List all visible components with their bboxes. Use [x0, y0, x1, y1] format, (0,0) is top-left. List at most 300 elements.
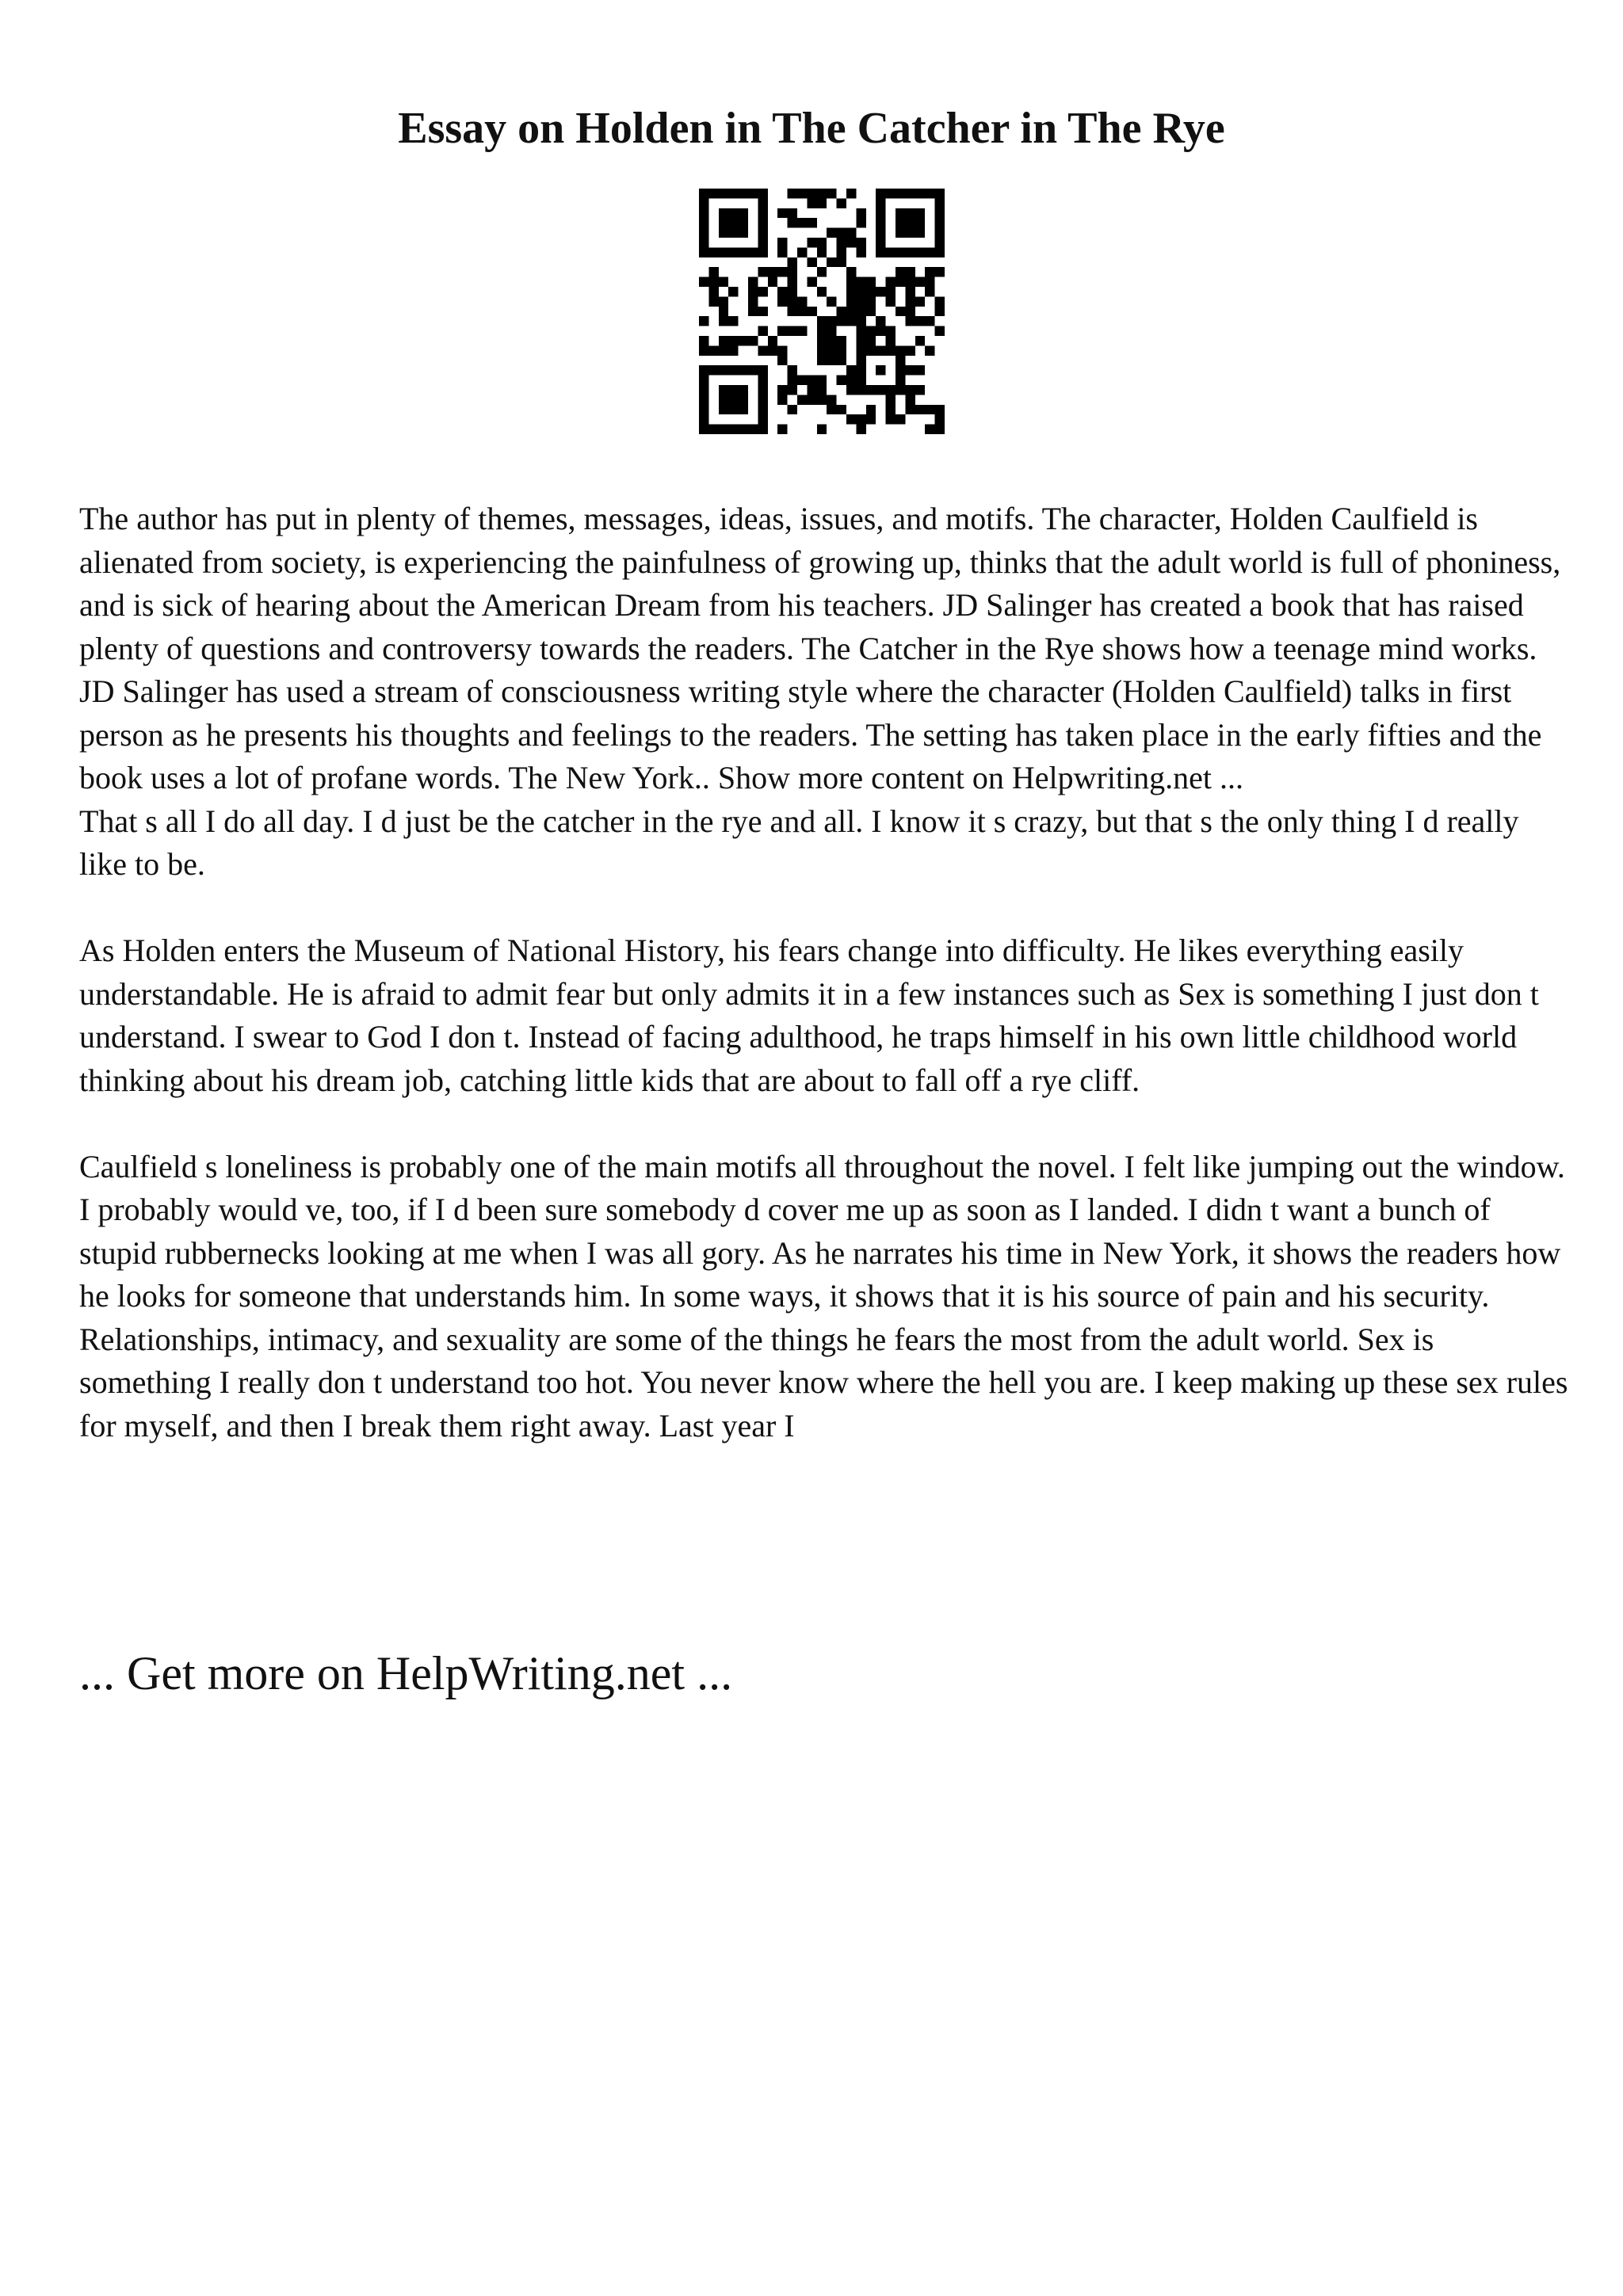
qr-module — [788, 189, 797, 198]
qr-module — [817, 267, 827, 277]
qr-module — [699, 238, 708, 247]
qr-module — [708, 277, 718, 287]
qr-module — [768, 277, 777, 287]
qr-module — [699, 345, 708, 355]
qr-module — [837, 307, 846, 316]
qr-module — [708, 345, 718, 355]
qr-module — [739, 395, 748, 404]
qr-module — [846, 238, 856, 247]
qr-module — [797, 307, 807, 316]
qr-module — [935, 307, 945, 316]
qr-module — [896, 189, 905, 198]
qr-module — [856, 287, 865, 296]
qr-module — [846, 277, 856, 287]
qr-module — [699, 385, 708, 395]
qr-module — [748, 365, 758, 375]
qr-module — [905, 385, 915, 395]
qr-module — [856, 414, 865, 424]
qr-module — [807, 218, 816, 227]
qr-module — [827, 405, 836, 414]
qr-module — [876, 247, 885, 257]
qr-module — [807, 277, 816, 287]
qr-module — [866, 296, 876, 306]
qr-module — [846, 365, 856, 375]
qr-module — [827, 296, 836, 306]
qr-module — [876, 365, 885, 375]
qr-module — [837, 376, 846, 385]
qr-module — [758, 405, 767, 414]
qr-module — [935, 247, 945, 257]
qr-module — [788, 257, 797, 267]
qr-module — [915, 365, 925, 375]
document-title: Essay on Holden in The Catcher in The Rye — [398, 104, 1225, 153]
qr-module — [797, 218, 807, 227]
qr-module — [739, 189, 748, 198]
qr-module — [846, 376, 856, 385]
qr-module — [915, 405, 925, 414]
qr-module — [866, 307, 876, 316]
qr-module — [758, 345, 767, 355]
qr-module — [758, 365, 767, 375]
qr-module — [777, 326, 787, 336]
qr-module — [699, 425, 708, 434]
qr-module — [905, 307, 915, 316]
qr-module — [856, 247, 865, 257]
qr-module — [827, 189, 836, 198]
qr-module — [905, 247, 915, 257]
qr-module — [739, 425, 748, 434]
qr-module — [856, 296, 865, 306]
qr-module — [719, 228, 728, 238]
qr-module — [837, 257, 846, 267]
qr-module — [777, 425, 787, 434]
qr-module — [896, 277, 905, 287]
qr-module — [827, 345, 836, 355]
qr-module — [886, 326, 896, 336]
qr-module — [739, 336, 748, 345]
qr-module — [886, 345, 896, 355]
qr-module — [856, 218, 865, 227]
qr-module — [935, 228, 945, 238]
qr-module — [876, 198, 885, 208]
qr-module — [886, 287, 896, 296]
qr-module — [807, 376, 816, 385]
qr-module — [896, 267, 905, 277]
qr-module — [758, 287, 767, 296]
qr-module — [768, 267, 777, 277]
qr-module — [817, 376, 827, 385]
qr-module — [807, 189, 816, 198]
qr-module — [915, 385, 925, 395]
qr-module — [935, 405, 945, 414]
qr-module — [886, 336, 896, 345]
qr-module — [739, 385, 748, 395]
qr-module — [719, 385, 728, 395]
qr-module — [758, 198, 767, 208]
qr-module — [817, 238, 827, 247]
qr-module — [827, 316, 836, 326]
qr-module — [817, 336, 827, 345]
qr-module — [797, 326, 807, 336]
qr-module — [728, 189, 738, 198]
paragraph-4: Caulfield s loneliness is probably one of the main motifs all throughout the novel. I felt like jumping out the window. I probably would ve, too, if I d been sure somebody d cover me up as soon as I landed. I didn t want a bunch of stupid rubbernecks looking at me when I was all gory. As he narrates his time in New York, it shows the readers how he looks for someone that understands him. In some ways, it shows that it is his source of pain and his security. Relationships, intimacy, and sexuality are some of the things he fears the most from the adult world. Sex is something I really don t understand too hot. You never know where the hell you are. I keep making up these sex rules for myself, and then I break them right away. Last year I — [79, 1148, 1568, 1444]
qr-module — [905, 345, 915, 355]
qr-module — [817, 326, 827, 336]
qr-module — [886, 247, 896, 257]
qr-module — [728, 287, 738, 296]
qr-module — [856, 356, 865, 365]
paragraph-3: As Holden enters the Museum of National History, his fears change into difficulty. He likes everything easily understandable. He is afraid to admit fear but only admits it in a few instances such as Sex is something I just don t understand. I swear to God I don t. Instead of facing adulthood, he traps himself in his own little childhood world thinking about his dream job, catching little kids that are about to fall off a rye cliff. — [79, 933, 1539, 1098]
qr-module — [846, 296, 856, 306]
qr-module — [728, 345, 738, 355]
qr-module — [915, 218, 925, 227]
qr-module — [777, 296, 787, 306]
qr-module — [719, 345, 728, 355]
qr-module — [817, 198, 827, 208]
qr-module — [866, 336, 876, 345]
qr-module — [758, 267, 767, 277]
qr-module — [758, 228, 767, 238]
qr-module — [915, 228, 925, 238]
qr-module — [708, 247, 718, 257]
qr-module — [896, 365, 905, 375]
qr-module — [758, 326, 767, 336]
qr-module — [728, 425, 738, 434]
qr-module — [719, 365, 728, 375]
qr-module — [935, 267, 945, 277]
qr-module — [807, 307, 816, 316]
get-more-link[interactable]: ... Get more on HelpWriting.net ... — [79, 1647, 733, 1699]
qr-module — [837, 356, 846, 365]
qr-module — [699, 316, 708, 326]
qr-module — [856, 277, 865, 287]
qr-module — [719, 218, 728, 227]
qr-module — [728, 247, 738, 257]
qr-module — [699, 365, 708, 375]
qr-module — [788, 405, 797, 414]
qr-module — [876, 238, 885, 247]
qr-module — [728, 405, 738, 414]
qr-module — [915, 247, 925, 257]
qr-module — [856, 208, 865, 218]
qr-module — [758, 307, 767, 316]
qr-module — [856, 425, 865, 434]
qr-module — [827, 257, 836, 267]
qr-module — [876, 228, 885, 238]
qr-module — [699, 218, 708, 227]
qr-module — [728, 218, 738, 227]
qr-module — [719, 336, 728, 345]
qr-module — [866, 345, 876, 355]
paragraph-gap — [79, 887, 1569, 930]
qr-module — [896, 247, 905, 257]
qr-module — [935, 414, 945, 424]
paragraph-2: That s all I do all day. I d just be the catcher in the rye and all. I know it s crazy, but that s the only thing I d really like to be. — [79, 803, 1519, 882]
qr-module — [739, 405, 748, 414]
qr-module — [758, 189, 767, 198]
qr-module — [807, 385, 816, 395]
qr-module — [846, 307, 856, 316]
qr-module — [905, 277, 915, 287]
qr-module — [915, 336, 925, 345]
qr-module — [896, 208, 905, 218]
qr-module — [925, 316, 934, 326]
qr-module — [748, 277, 758, 287]
qr-module — [758, 395, 767, 404]
qr-module — [777, 385, 787, 395]
qr-module — [777, 208, 787, 218]
qr-module — [768, 345, 777, 355]
qr-module — [905, 287, 915, 296]
qr-module — [935, 425, 945, 434]
qr-module — [797, 395, 807, 404]
qr-module — [896, 356, 905, 365]
qr-module — [905, 228, 915, 238]
qr-module — [788, 376, 797, 385]
qr-module — [708, 365, 718, 375]
qr-module — [817, 356, 827, 365]
qr-module — [708, 425, 718, 434]
qr-module — [699, 189, 708, 198]
qr-module — [876, 345, 885, 355]
qr-module — [837, 247, 846, 257]
qr-module — [739, 365, 748, 375]
qr-module — [827, 356, 836, 365]
qr-module — [846, 228, 856, 238]
qr-module — [728, 316, 738, 326]
qr-module — [788, 326, 797, 336]
qr-module — [777, 356, 787, 365]
qr-module — [905, 189, 915, 198]
qr-module — [925, 425, 934, 434]
qr-module — [748, 247, 758, 257]
qr-module — [768, 336, 777, 345]
qr-module — [846, 189, 856, 198]
qr-module — [866, 385, 876, 395]
qr-module — [915, 316, 925, 326]
qr-module — [788, 267, 797, 277]
qr-module — [719, 277, 728, 287]
qr-module — [846, 316, 856, 326]
qr-module — [739, 218, 748, 227]
qr-module — [699, 198, 708, 208]
qr-module — [856, 385, 865, 395]
qr-module — [758, 208, 767, 218]
qr-module — [915, 189, 925, 198]
qr-module — [788, 296, 797, 306]
qr-module — [699, 405, 708, 414]
qr-module — [896, 385, 905, 395]
qr-module — [866, 405, 876, 414]
qr-module — [856, 316, 865, 326]
qr-module — [905, 395, 915, 404]
qr-module — [886, 277, 896, 287]
qr-module — [699, 414, 708, 424]
qr-module — [807, 198, 816, 208]
qr-module — [837, 345, 846, 355]
qr-module — [915, 296, 925, 306]
qr-module — [699, 208, 708, 218]
qr-module — [876, 189, 885, 198]
qr-module — [748, 336, 758, 345]
qr-module — [708, 189, 718, 198]
qr-module — [846, 267, 856, 277]
qr-module — [827, 228, 836, 238]
qr-module — [788, 287, 797, 296]
qr-module — [837, 238, 846, 247]
qr-module — [699, 277, 708, 287]
qr-module — [788, 365, 797, 375]
qr-module — [905, 365, 915, 375]
qr-module — [856, 365, 865, 375]
qr-module — [856, 376, 865, 385]
qr-module — [699, 247, 708, 257]
qr-module — [788, 277, 797, 287]
qr-module — [905, 405, 915, 414]
qr-module — [935, 326, 945, 336]
qr-module — [817, 425, 827, 434]
qr-module — [748, 296, 758, 306]
qr-module — [728, 336, 738, 345]
qr-module — [866, 277, 876, 287]
qr-module — [807, 257, 816, 267]
qr-module — [896, 307, 905, 316]
qr-module — [758, 385, 767, 395]
qr-module — [788, 208, 797, 218]
qr-module — [817, 316, 827, 326]
qr-module — [777, 267, 787, 277]
qr-module — [896, 376, 905, 385]
qr-module — [719, 247, 728, 257]
qr-module — [827, 395, 836, 404]
qr-module — [886, 189, 896, 198]
qr-module — [758, 238, 767, 247]
qr-module — [807, 395, 816, 404]
qr-module — [846, 287, 856, 296]
qr-module — [886, 414, 896, 424]
qr-module — [876, 385, 885, 395]
qr-module — [728, 228, 738, 238]
qr-module — [896, 218, 905, 227]
qr-module — [837, 228, 846, 238]
qr-module — [866, 287, 876, 296]
qr-module — [788, 307, 797, 316]
qr-module — [837, 405, 846, 414]
qr-module — [728, 395, 738, 404]
qr-module — [748, 287, 758, 296]
qr-code-icon — [699, 189, 945, 434]
qr-module — [739, 228, 748, 238]
qr-module — [797, 376, 807, 385]
qr-module — [856, 326, 865, 336]
qr-module — [777, 345, 787, 355]
qr-module — [925, 267, 934, 277]
qr-module — [719, 208, 728, 218]
paragraph-gap — [79, 1102, 1569, 1146]
paragraph-1: The author has put in plenty of themes, messages, ideas, issues, and motifs. The character, Holden Caulfield is alienated from society, is experiencing the painfulness of growing up, thinks that the adult world is full of phoniness, and is sick of hearing about the American Dream from his teachers. JD Salinger has created a book that has raised plenty of questions and controversy towards the readers. The Catcher in the Rye shows how a teenage mind works. JD Salinger has used a stream of consciousness writing style where the character (Holden Caulfield) talks in first person as he presents his thoughts and feelings to the readers. The setting has taken place in the early fifties and the book uses a lot of profane words. The New York.. Show more content on Helpwriting.net ... — [79, 501, 1561, 795]
qr-module — [788, 385, 797, 395]
qr-module — [935, 296, 945, 306]
qr-module — [758, 425, 767, 434]
qr-module — [896, 414, 905, 424]
qr-module — [896, 228, 905, 238]
qr-module — [699, 395, 708, 404]
qr-module — [817, 189, 827, 198]
qr-module — [915, 277, 925, 287]
qr-module — [925, 247, 934, 257]
qr-module — [758, 247, 767, 257]
qr-module — [719, 189, 728, 198]
qr-module — [719, 425, 728, 434]
qr-module — [699, 376, 708, 385]
qr-module — [935, 208, 945, 218]
qr-module — [896, 345, 905, 355]
qr-module — [758, 376, 767, 385]
qr-module — [748, 307, 758, 316]
qr-module — [797, 247, 807, 257]
qr-module — [728, 365, 738, 375]
qr-module — [856, 307, 865, 316]
qr-module — [807, 238, 816, 247]
qr-module — [915, 208, 925, 218]
qr-module — [935, 189, 945, 198]
qr-module — [846, 385, 856, 395]
qr-module — [788, 218, 797, 227]
qr-module — [797, 189, 807, 198]
essay-body — [79, 498, 1569, 1447]
qr-module — [827, 336, 836, 345]
qr-module — [797, 296, 807, 306]
qr-module — [866, 414, 876, 424]
qr-module — [876, 326, 885, 336]
qr-module — [719, 316, 728, 326]
qr-module — [905, 316, 915, 326]
qr-module — [817, 287, 827, 296]
qr-module — [905, 218, 915, 227]
qr-module — [925, 189, 934, 198]
qr-module — [817, 395, 827, 404]
qr-module — [719, 307, 728, 316]
qr-module — [925, 287, 934, 296]
qr-module — [856, 345, 865, 355]
qr-module — [817, 345, 827, 355]
qr-module — [777, 247, 787, 257]
qr-module — [837, 336, 846, 345]
qr-module — [905, 267, 915, 277]
qr-module — [925, 277, 934, 287]
qr-module — [876, 208, 885, 218]
qr-module — [748, 189, 758, 198]
qr-module — [846, 414, 856, 424]
qr-module — [708, 267, 718, 277]
qr-module — [925, 345, 934, 355]
qr-module — [935, 198, 945, 208]
qr-module — [837, 316, 846, 326]
qr-module — [886, 395, 896, 404]
qr-module — [728, 385, 738, 395]
qr-module — [856, 336, 865, 345]
qr-module — [886, 296, 896, 306]
qr-module — [719, 395, 728, 404]
qr-module — [856, 238, 865, 247]
qr-module — [708, 296, 718, 306]
qr-module — [777, 395, 787, 404]
qr-module — [866, 326, 876, 336]
qr-module — [758, 218, 767, 227]
qr-module — [886, 405, 896, 414]
qr-module — [876, 287, 885, 296]
qr-module — [905, 296, 915, 306]
